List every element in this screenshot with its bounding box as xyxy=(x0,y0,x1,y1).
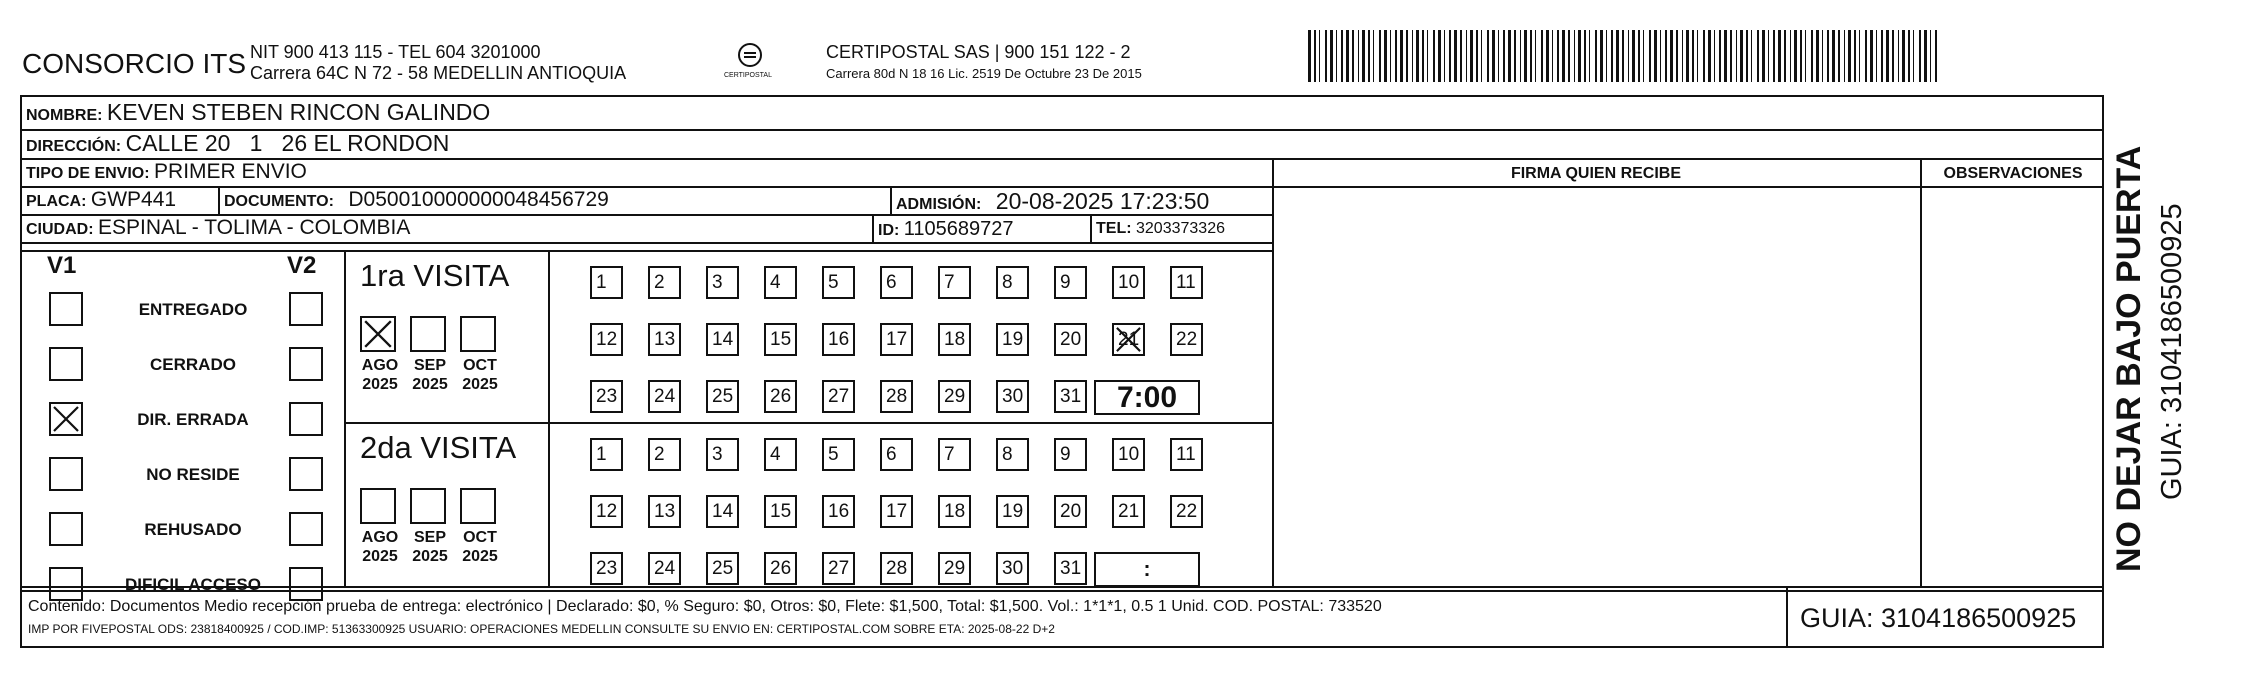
id-value: 1105689727 xyxy=(903,218,1014,240)
visit-month-label: SEP 2025 xyxy=(412,357,448,393)
direccion-label: DIRECCIÓN: xyxy=(26,138,122,155)
status-v2-checkbox[interactable] xyxy=(289,347,323,381)
visit-month-checkbox[interactable] xyxy=(410,488,446,524)
visit-month-checkbox[interactable] xyxy=(460,488,496,524)
status-label: NO RESIDE xyxy=(146,465,240,484)
admision-value: 20-08-2025 17:23:50 xyxy=(995,188,1210,214)
nombre-label: NOMBRE: xyxy=(26,107,103,124)
day-box[interactable]: 21 xyxy=(1112,323,1145,356)
day-box[interactable]: 1 xyxy=(590,266,623,299)
day-box[interactable]: 29 xyxy=(938,380,971,413)
nombre-row xyxy=(26,99,490,126)
day-box[interactable]: 30 xyxy=(996,552,1029,585)
day-box[interactable]: 9 xyxy=(1054,266,1087,299)
day-box[interactable]: 4 xyxy=(764,266,797,299)
day-box[interactable]: 24 xyxy=(648,552,681,585)
day-box[interactable]: 30 xyxy=(996,380,1029,413)
certipostal-logo xyxy=(720,38,780,88)
visit-month-label: AGO 2025 xyxy=(361,357,399,393)
day-box[interactable]: 23 xyxy=(590,552,623,585)
day-box[interactable]: 20 xyxy=(1054,323,1087,356)
tel-label: TEL: xyxy=(1096,220,1132,237)
visit-month-label: SEP 2025 xyxy=(412,529,448,565)
day-box[interactable]: 15 xyxy=(764,495,797,528)
placa-label: PLACA: xyxy=(26,193,87,210)
day-box[interactable]: 14 xyxy=(706,323,739,356)
status-v1-checkbox[interactable] xyxy=(49,512,83,546)
day-box[interactable]: 3 xyxy=(706,266,739,299)
tipo-row xyxy=(26,160,307,184)
status-label: DIFICIL ACCESO xyxy=(124,575,261,594)
day-box[interactable]: 11 xyxy=(1170,438,1203,471)
tipo-value: PRIMER ENVIO xyxy=(154,160,307,183)
id-row xyxy=(878,218,1014,241)
day-box[interactable]: 21 xyxy=(1112,495,1145,528)
observaciones-area[interactable] xyxy=(1922,188,2102,584)
status-v2-checkbox[interactable] xyxy=(289,402,323,436)
ciudad-row xyxy=(26,216,410,240)
visit-title: 2da VISITA xyxy=(360,430,517,465)
day-box[interactable]: 26 xyxy=(764,380,797,413)
day-box[interactable]: 31 xyxy=(1054,380,1087,413)
status-v2-checkbox[interactable] xyxy=(289,292,323,326)
day-box[interactable]: 6 xyxy=(880,438,913,471)
day-box[interactable]: 6 xyxy=(880,266,913,299)
day-box[interactable]: 14 xyxy=(706,495,739,528)
nombre-value: KEVEN STEBEN RINCON GALINDO xyxy=(106,99,491,125)
day-box[interactable]: 18 xyxy=(938,495,971,528)
visit-month-label: AGO 2025 xyxy=(361,529,399,565)
day-box[interactable]: 27 xyxy=(822,552,855,585)
status-label: CERRADO xyxy=(150,355,236,374)
day-box[interactable]: 19 xyxy=(996,323,1029,356)
ciudad-value: ESPINAL - TOLIMA - COLOMBIA xyxy=(98,216,411,239)
day-box[interactable]: 24 xyxy=(648,380,681,413)
status-v2-checkbox[interactable] xyxy=(289,512,323,546)
day-box[interactable]: 27 xyxy=(822,380,855,413)
direccion-value: CALLE 20 1 26 EL RONDON xyxy=(125,130,450,156)
documento-value: D050010000000048456729 xyxy=(348,188,609,211)
day-box[interactable]: 1 xyxy=(590,438,623,471)
barcode xyxy=(1308,30,1942,82)
header-courier-line2: Carrera 80d N 18 16 Lic. 2519 De Octubre 23 De 2015 xyxy=(826,66,1142,81)
day-box[interactable]: 22 xyxy=(1170,495,1203,528)
day-box[interactable]: 12 xyxy=(590,495,623,528)
firma-header: FIRMA QUIEN RECIBE xyxy=(1510,165,1682,182)
day-box[interactable]: 2 xyxy=(648,266,681,299)
day-box[interactable]: 22 xyxy=(1170,323,1203,356)
status-label: REHUSADO xyxy=(144,520,242,539)
tel-row xyxy=(1096,220,1225,238)
ciudad-label: CIUDAD: xyxy=(26,221,94,238)
status-v2-checkbox[interactable] xyxy=(289,457,323,491)
header-company: CONSORCIO ITS xyxy=(22,48,247,79)
day-box[interactable]: 29 xyxy=(938,552,971,585)
day-box[interactable]: 28 xyxy=(880,380,913,413)
day-box[interactable]: 19 xyxy=(996,495,1029,528)
side-warning: NO DEJAR BAJO PUERTA xyxy=(2110,145,2148,572)
v2-header: V2 xyxy=(287,252,317,279)
placa-value: GWP441 xyxy=(90,188,177,211)
day-box[interactable]: 5 xyxy=(822,438,855,471)
day-box[interactable]: 25 xyxy=(706,380,739,413)
visit-time-box[interactable]: 7:00 xyxy=(1094,380,1200,415)
day-box[interactable]: 7 xyxy=(938,438,971,471)
day-box[interactable]: 11 xyxy=(1170,266,1203,299)
visit-month-label: OCT 2025 xyxy=(462,529,498,565)
day-box[interactable]: 8 xyxy=(996,266,1029,299)
day-box[interactable]: 16 xyxy=(822,495,855,528)
day-box[interactable]: 18 xyxy=(938,323,971,356)
day-box[interactable]: 25 xyxy=(706,552,739,585)
day-box[interactable]: 23 xyxy=(590,380,623,413)
day-box[interactable]: 26 xyxy=(764,552,797,585)
footer-guia: GUIA: 3104186500925 xyxy=(1800,603,2077,633)
firma-area[interactable] xyxy=(1274,188,1918,584)
status-label: DIR. ERRADA xyxy=(137,410,249,429)
id-label: ID: xyxy=(878,222,900,239)
day-box[interactable]: 13 xyxy=(648,495,681,528)
documento-row xyxy=(224,188,609,212)
status-v1-checkbox[interactable] xyxy=(49,347,83,381)
status-v1-checkbox[interactable] xyxy=(49,402,83,436)
visit-month-label: OCT 2025 xyxy=(462,357,498,393)
status-v2-checkbox[interactable] xyxy=(289,567,323,601)
visit-month-checkbox[interactable] xyxy=(460,316,496,352)
day-box[interactable]: 28 xyxy=(880,552,913,585)
footer-contenido: Contenido: Documentos Medio recepción prueba de entrega: electrónico | Declarado: $0, % Seguro: $0, Otros: $0, Flete: $1,500, Total: $1,500. Vol.: 1*1*1, 0.5 1 Unid. COD. POSTAL: 733520 xyxy=(28,598,1382,615)
placa-row xyxy=(26,188,176,212)
header-company-line1: NIT 900 413 115 - TEL 604 3201000 xyxy=(250,42,541,62)
visit-time-box[interactable]: : xyxy=(1094,552,1200,587)
admision-label: ADMISIÓN: xyxy=(896,196,982,213)
day-box[interactable]: 16 xyxy=(822,323,855,356)
v1-header: V1 xyxy=(47,252,77,279)
day-box[interactable]: 17 xyxy=(880,323,913,356)
documento-label: DOCUMENTO: xyxy=(224,193,334,210)
visit-month-checkbox[interactable] xyxy=(410,316,446,352)
observaciones-header: OBSERVACIONES xyxy=(1943,165,2083,182)
day-box[interactable]: 17 xyxy=(880,495,913,528)
tipo-label: TIPO DE ENVIO: xyxy=(26,165,150,182)
status-v1-checkbox[interactable] xyxy=(49,457,83,491)
day-box[interactable]: 3 xyxy=(706,438,739,471)
visit-month-checkbox[interactable] xyxy=(360,316,396,352)
day-box[interactable]: 5 xyxy=(822,266,855,299)
status-v1-checkbox[interactable] xyxy=(49,292,83,326)
logo-text: CERTIPOSTAL xyxy=(724,72,772,79)
day-box[interactable]: 15 xyxy=(764,323,797,356)
header-courier-line1: CERTIPOSTAL SAS | 900 151 122 - 2 xyxy=(826,42,1131,62)
side-guia: GUIA: 3104186500925 xyxy=(2156,203,2188,500)
day-box[interactable]: 2 xyxy=(648,438,681,471)
tel-value: 3203373326 xyxy=(1136,220,1225,237)
day-box[interactable]: 9 xyxy=(1054,438,1087,471)
status-label: ENTREGADO xyxy=(138,300,248,319)
header-company-line2: Carrera 64C N 72 - 58 MEDELLIN ANTIOQUIA xyxy=(250,63,627,83)
direccion-row xyxy=(26,130,449,157)
day-box[interactable]: 31 xyxy=(1054,552,1087,585)
admision-row xyxy=(896,188,1209,215)
visit-title: 1ra VISITA xyxy=(360,258,510,293)
day-box[interactable]: 7 xyxy=(938,266,971,299)
day-box[interactable]: 13 xyxy=(648,323,681,356)
day-box[interactable]: 8 xyxy=(996,438,1029,471)
day-box[interactable]: 10 xyxy=(1112,438,1145,471)
day-box[interactable]: 12 xyxy=(590,323,623,356)
visit-month-checkbox[interactable] xyxy=(360,488,396,524)
day-box[interactable]: 10 xyxy=(1112,266,1145,299)
footer-imp: IMP POR FIVEPOSTAL ODS: 23818400925 / COD.IMP: 51363300925 USUARIO: OPERACIONES MEDELLIN CONSULTE SU ENVIO EN: CERTIPOSTAL.COM SOBRE ETA: 2025-08-22 D+2 xyxy=(28,622,1055,636)
day-box[interactable]: 4 xyxy=(764,438,797,471)
status-v1-checkbox[interactable] xyxy=(49,567,83,601)
day-box[interactable]: 20 xyxy=(1054,495,1087,528)
